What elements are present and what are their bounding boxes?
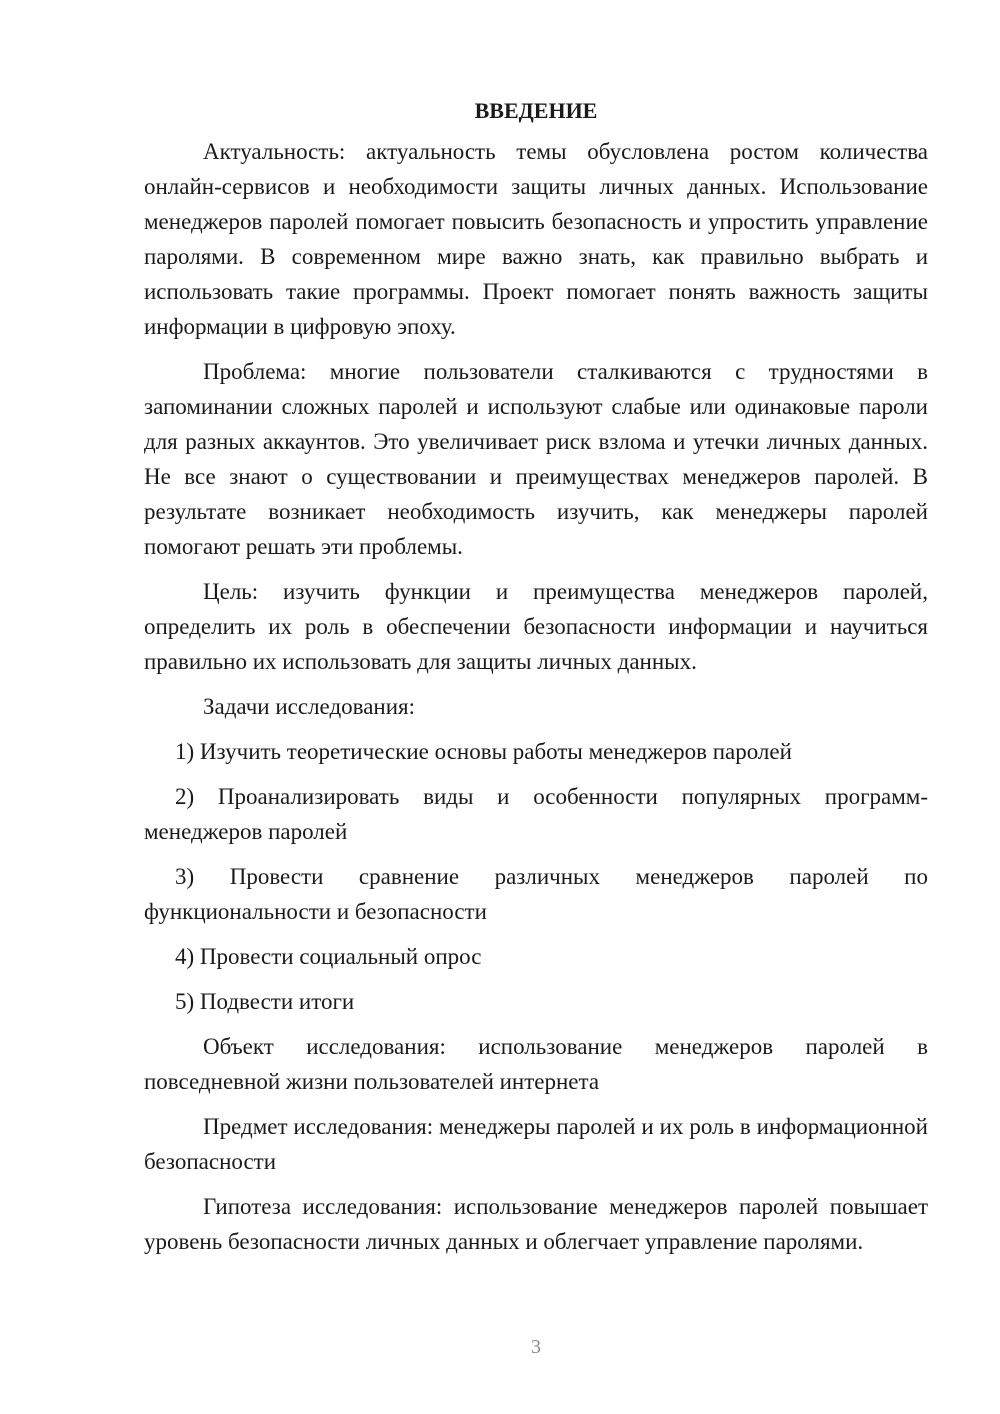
tasks-heading: Задачи исследования: <box>203 694 416 719</box>
task-item-4: 4) Провести социальный опрос <box>175 944 482 969</box>
page-title: ВВЕДЕНИЕ <box>474 98 598 123</box>
tasks-list <box>144 734 928 1019</box>
page-content <box>144 93 928 1259</box>
hypothesis-paragraph: Гипотеза исследования: использование менеджеров паролей повышает уровень безопасности личных данных и облегчает управление паролями. <box>144 1194 928 1254</box>
task-item-2: 2) Проанализировать виды и особенности популярных программ-менеджеров паролей <box>144 784 928 844</box>
object-paragraph: Объект исследования: использование менеджеров паролей в повседневной жизни пользователей интернета <box>144 1034 928 1094</box>
problem-paragraph: Проблема: многие пользователи сталкиваются с трудностями в запоминании сложных паролей и используют слабые или одинаковые пароли для разных аккаунтов. Это увеличивает риск взлома и утечки личных данных. Не все знают о существовании и преимуществах менеджеров паролей. В результате возникает необходимость изучить, как менеджеры паролей помогают решать эти проблемы. <box>144 359 928 559</box>
task-item-3: 3) Провести сравнение различных менеджеров паролей по функциональности и безопасности <box>144 864 928 924</box>
goal-paragraph: Цель: изучить функции и преимущества менеджеров паролей, определить их роль в обеспечении безопасности информации и научиться правильно их использовать для защиты личных данных. <box>144 579 928 674</box>
task-item-5: 5) Подвести итоги <box>175 989 355 1014</box>
task-item-1: 1) Изучить теоретические основы работы менеджеров паролей <box>175 739 792 764</box>
page-number: 3 <box>531 1336 541 1358</box>
relevance-paragraph: Актуальность: актуальность темы обусловлена ростом количества онлайн-сервисов и необходимости защиты личных данных. Использование менеджеров паролей помогает повысить безопасность и упростить управление паролями. В современном мире важно знать, как правильно выбрать и использовать такие программы. Проект помогает понять важность защиты информации в цифровую эпоху. <box>144 139 928 339</box>
subject-paragraph: Предмет исследования: менеджеры паролей и их роль в информационной безопасности <box>144 1114 928 1174</box>
